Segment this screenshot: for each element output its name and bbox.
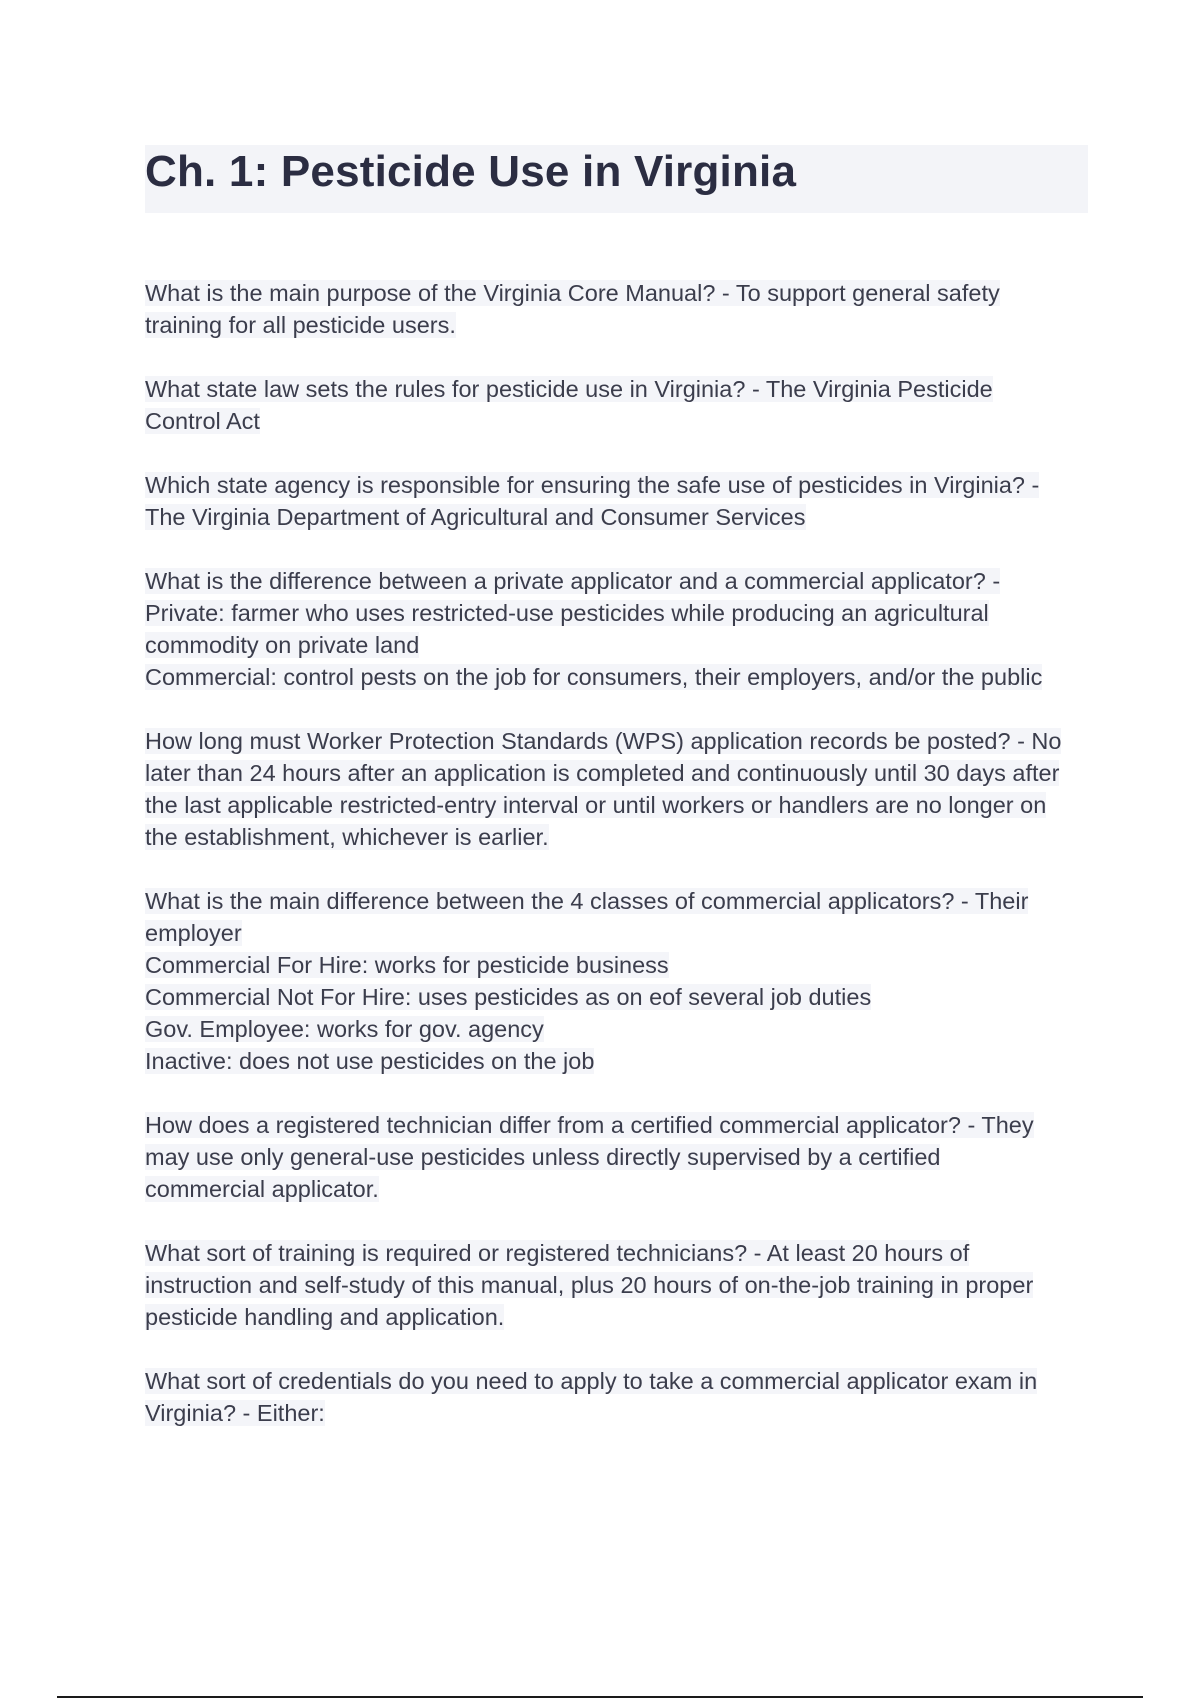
- qa-line: instruction and self-study of this manual, plus 20 hours of on-the-job training in proper: [145, 1272, 1034, 1298]
- qa-line: Commercial Not For Hire: uses pesticides as on eof several job duties: [145, 984, 872, 1010]
- qa-line: Commercial: control pests on the job for consumers, their employers, and/or the public: [145, 664, 1043, 690]
- qa-line: the last applicable restricted-entry interval or until workers or handlers are no longer on: [145, 792, 1047, 818]
- qa-line: training for all pesticide users.: [145, 312, 456, 338]
- qa-line: How does a registered technician differ from a certified commercial applicator? - They: [145, 1112, 1034, 1138]
- qa-line: Private: farmer who uses restricted-use pesticides while producing an agricultural: [145, 600, 989, 626]
- qa-line: What is the main purpose of the Virginia Core Manual? - To support general safety: [145, 280, 1000, 306]
- qa-item: [145, 725, 1095, 853]
- qa-item: [145, 373, 1095, 437]
- qa-line: commodity on private land: [145, 632, 420, 658]
- qa-line: Gov. Employee: works for gov. agency: [145, 1016, 544, 1042]
- qa-line: What sort of training is required or registered technicians? - At least 20 hours of: [145, 1240, 970, 1266]
- qa-line: What sort of credentials do you need to apply to take a commercial applicator exam in: [145, 1368, 1038, 1394]
- qa-item: [145, 1237, 1095, 1333]
- qa-line: commercial applicator.: [145, 1176, 379, 1202]
- qa-item: [145, 565, 1095, 693]
- qa-line: Commercial For Hire: works for pesticide business: [145, 952, 669, 978]
- qa-line: How long must Worker Protection Standards (WPS) application records be posted? - No: [145, 728, 1062, 754]
- qa-item: [145, 885, 1095, 1077]
- qa-line: employer: [145, 920, 242, 946]
- qa-item: [145, 277, 1095, 341]
- qa-line: The Virginia Department of Agricultural and Consumer Services: [145, 504, 806, 530]
- qa-line: pesticide handling and application.: [145, 1304, 505, 1330]
- qa-line: the establishment, whichever is earlier.: [145, 824, 549, 850]
- qa-line: later than 24 hours after an application is completed and continuously until 30 days after: [145, 760, 1060, 786]
- page-title: Ch. 1: Pesticide Use in Virginia: [145, 147, 797, 196]
- qa-item: [145, 469, 1095, 533]
- qa-line: Which state agency is responsible for ensuring the safe use of pesticides in Virginia? -: [145, 472, 1040, 498]
- footer-rule: [57, 1696, 1143, 1698]
- qa-line: Virginia? - Either:: [145, 1400, 325, 1426]
- qa-list: [145, 277, 1095, 1461]
- qa-item: [145, 1365, 1095, 1429]
- qa-line: may use only general-use pesticides unless directly supervised by a certified: [145, 1144, 941, 1170]
- qa-line: Inactive: does not use pesticides on the job: [145, 1048, 595, 1074]
- qa-line: What state law sets the rules for pesticide use in Virginia? - The Virginia Pesticide: [145, 376, 993, 402]
- qa-line: What is the main difference between the 4 classes of commercial applicators? - Their: [145, 888, 1029, 914]
- qa-item: [145, 1109, 1095, 1205]
- qa-line: What is the difference between a private applicator and a commercial applicator? -: [145, 568, 1001, 594]
- qa-line: Control Act: [145, 408, 260, 434]
